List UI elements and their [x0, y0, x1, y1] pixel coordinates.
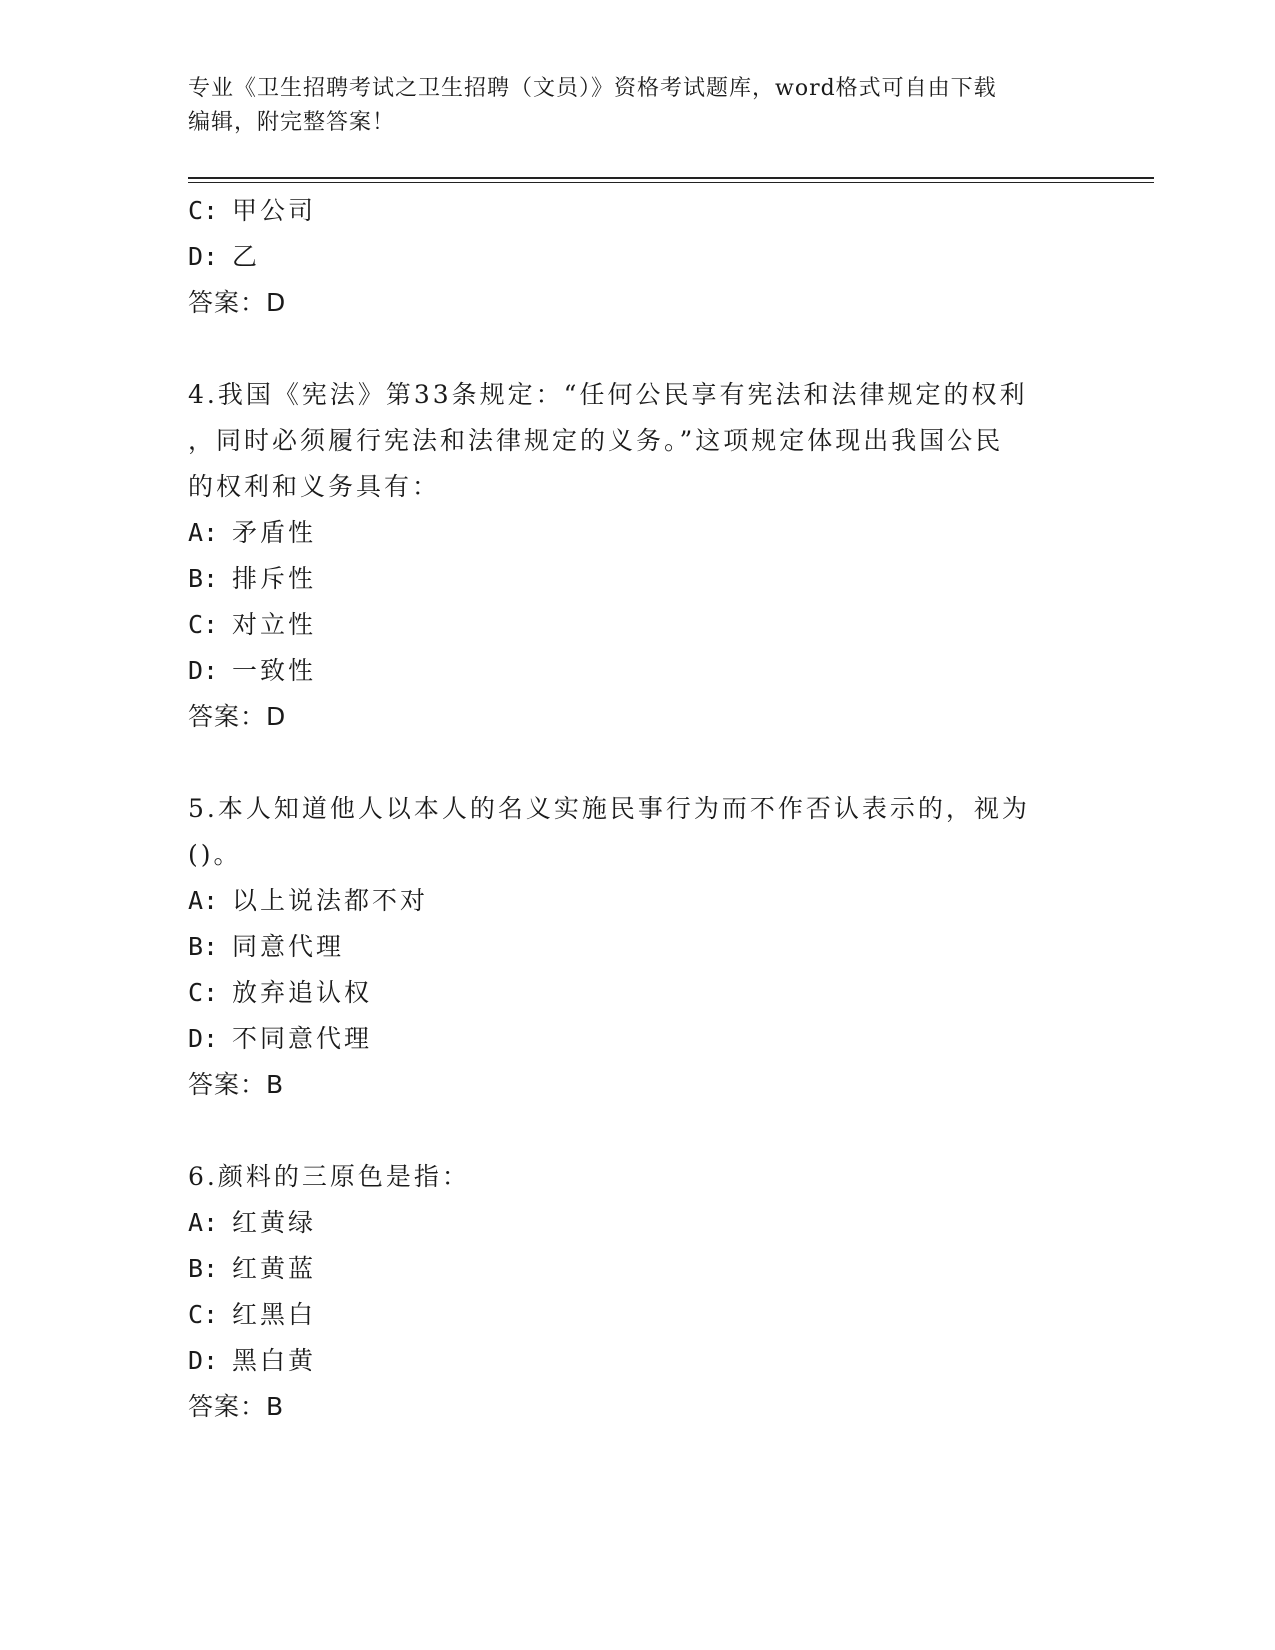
- option-d: [188, 648, 1088, 694]
- option-a: [188, 1200, 1088, 1246]
- option-c: [188, 1292, 1088, 1338]
- question-text-line: ，同时必须履行宪法和法律规定的义务。”这项规定体现出我国公民: [188, 426, 1004, 455]
- question-3-tail: [188, 188, 1088, 326]
- option-label: C:: [188, 610, 219, 639]
- spacer: [188, 326, 1088, 372]
- header-rule-bottom: [188, 182, 1154, 183]
- answer: 答案：D: [188, 702, 287, 731]
- option-c: [188, 188, 1088, 234]
- question-text-line: 4.我国《宪法》第33条规定：“任何公民享有宪法和法律规定的权利: [188, 380, 1028, 409]
- option-text: 乙: [232, 242, 261, 271]
- option-label: A:: [188, 518, 219, 547]
- option-text: 以上说法都不对: [232, 886, 429, 915]
- header-line-2: 编辑，附完整答案！: [188, 110, 396, 135]
- option-label: C:: [188, 1300, 219, 1329]
- option-label: A:: [188, 1208, 219, 1237]
- spacer: [188, 1108, 1088, 1154]
- option-text: 排斥性: [232, 564, 317, 593]
- option-label: D:: [188, 656, 219, 685]
- question-5: [188, 786, 1088, 1108]
- option-label: D:: [188, 1346, 219, 1375]
- answer: 答案：B: [188, 1070, 285, 1099]
- option-b: [188, 556, 1088, 602]
- question-text-line: 5.本人知道他人以本人的名义实施民事行为而不作否认表示的，视为: [188, 794, 1030, 823]
- question-4: [188, 372, 1088, 740]
- option-b: [188, 1246, 1088, 1292]
- answer: 答案：D: [188, 288, 287, 317]
- option-text: 黑白黄: [232, 1346, 317, 1375]
- option-b: [188, 924, 1088, 970]
- option-d: [188, 1338, 1088, 1384]
- answer: 答案：B: [188, 1392, 285, 1421]
- option-a: [188, 878, 1088, 924]
- option-text: 不同意代理: [232, 1024, 373, 1053]
- header-line-1: 专业《卫生招聘考试之卫生招聘（文员）》资格考试题库，word格式可自由下载: [188, 76, 997, 101]
- option-d: [188, 1016, 1088, 1062]
- option-text: 对立性: [232, 610, 317, 639]
- option-label: B:: [188, 1254, 219, 1283]
- option-label: A:: [188, 886, 219, 915]
- option-c: [188, 602, 1088, 648]
- option-label: D:: [188, 242, 219, 271]
- option-c: [188, 970, 1088, 1016]
- option-label: B:: [188, 932, 219, 961]
- option-a: [188, 510, 1088, 556]
- option-label: B:: [188, 564, 219, 593]
- question-text-line: ()。: [188, 840, 242, 869]
- question-text-line: 6.颜料的三原色是指：: [188, 1162, 470, 1191]
- option-label: C:: [188, 196, 219, 225]
- option-text: 放弃追认权: [232, 978, 373, 1007]
- header-rule-top: [188, 177, 1154, 179]
- option-text: 红黄蓝: [232, 1254, 317, 1283]
- page-header: [188, 72, 1088, 140]
- option-text: 甲公司: [232, 196, 317, 225]
- question-6: [188, 1154, 1088, 1430]
- option-text: 同意代理: [232, 932, 345, 961]
- option-label: C:: [188, 978, 219, 1007]
- question-text-line: 的权利和义务具有：: [188, 472, 441, 501]
- option-label: D:: [188, 1024, 219, 1053]
- option-d: [188, 234, 1088, 280]
- option-text: 矛盾性: [232, 518, 317, 547]
- option-text: 红黄绿: [232, 1208, 317, 1237]
- option-text: 红黑白: [232, 1300, 317, 1329]
- option-text: 一致性: [232, 656, 317, 685]
- spacer: [188, 740, 1088, 786]
- question-content: [188, 188, 1088, 1430]
